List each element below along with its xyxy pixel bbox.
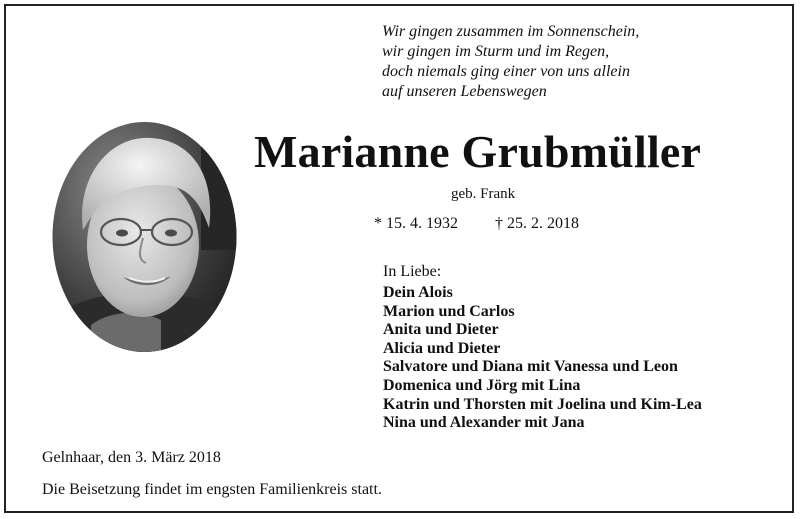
maiden-name: geb. Frank (451, 186, 516, 202)
place-and-date: Gelnhaar, den 3. März 2018 (42, 449, 221, 466)
mourners-label: In Liebe: (383, 263, 442, 280)
portrait-photo (51, 120, 238, 354)
list-item: Anita und Dieter (383, 321, 499, 339)
list-item: Dein Alois (383, 284, 453, 301)
list-item: Marion und Carlos (383, 302, 515, 320)
poem-line: auf unseren Lebenswegen (382, 83, 547, 100)
mourners-list (383, 284, 702, 433)
poem-line: Wir gingen zusammen im Sonnenschein, (382, 23, 640, 40)
burial-note: Die Beisetzung findet im engsten Familienkreis statt. (42, 481, 382, 498)
list-item: Alicia und Dieter (383, 339, 501, 357)
life-dates (374, 214, 579, 234)
deceased-name: Marianne Grubmüller (254, 126, 702, 177)
list-item: Nina und Alexander mit Jana (383, 414, 585, 432)
poem (382, 22, 639, 102)
list-item: Domenica und Jörg mit Lina (383, 376, 581, 394)
list-item: Salvatore und Diana mit Vanessa und Leon (383, 358, 678, 376)
poem-line: doch niemals ging einer von uns allein (382, 63, 630, 80)
list-item: Katrin und Thorsten mit Joelina und Kim-Lea (383, 395, 702, 413)
poem-line: wir gingen im Sturm und im Regen, (382, 43, 610, 60)
birth-date: * 15. 4. 1932 (374, 215, 458, 232)
death-date: † 25. 2. 2018 (495, 215, 579, 232)
